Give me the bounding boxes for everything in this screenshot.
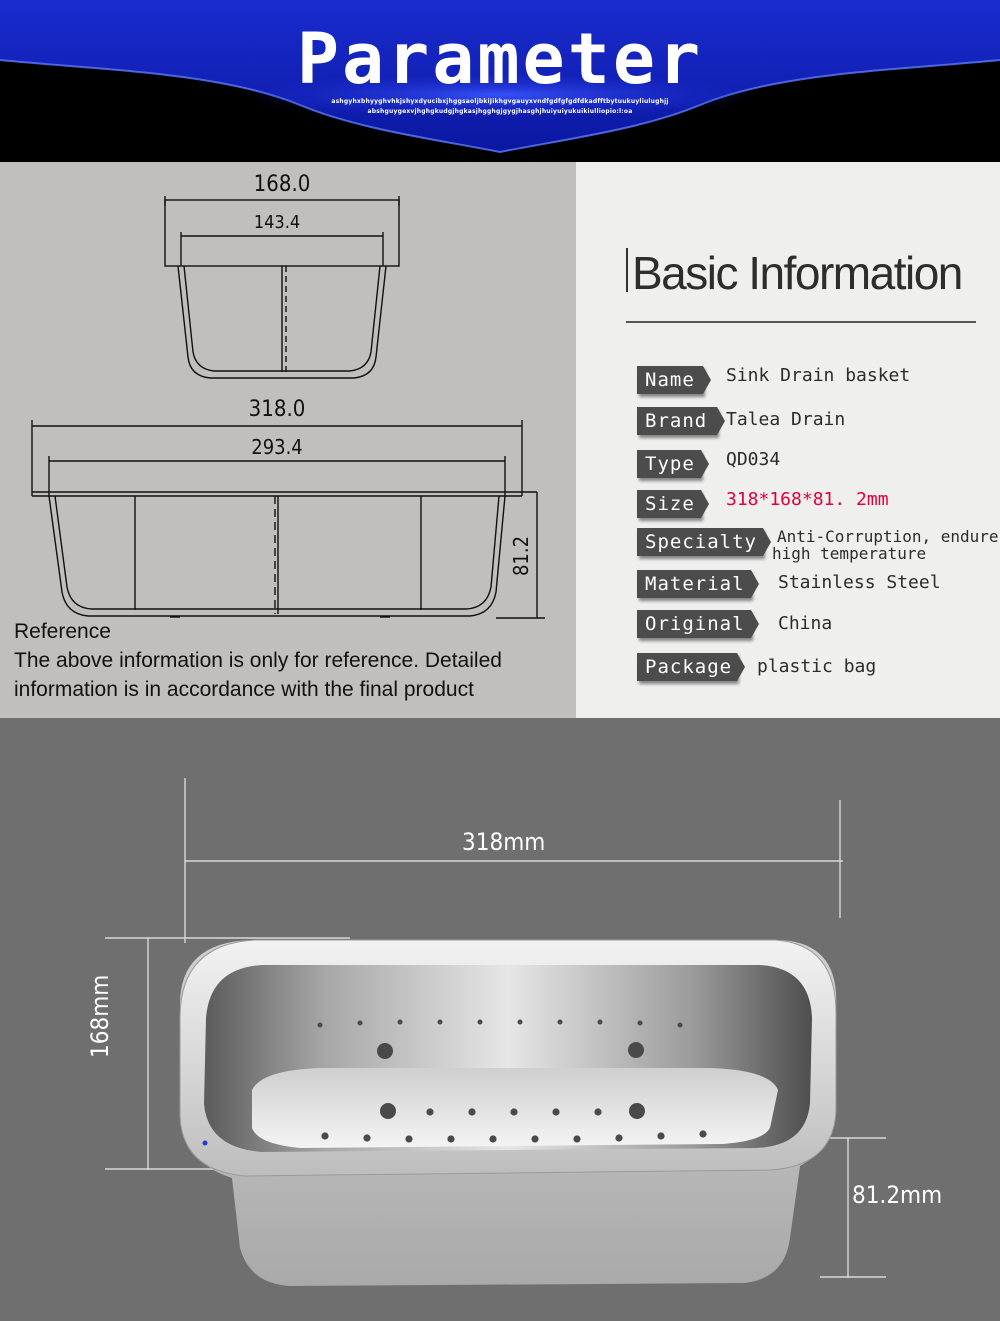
- side-outer-length-label: 318.0: [248, 397, 306, 422]
- original-value: China: [778, 613, 833, 634]
- heading-divider: [626, 321, 976, 323]
- reference-title: Reference: [14, 620, 111, 643]
- basic-info-heading: Basic Information: [632, 247, 962, 299]
- photo-length-label: 318mm: [462, 828, 546, 856]
- package-value: plastic bag: [757, 656, 877, 677]
- material-label-tag: Material: [637, 570, 751, 598]
- technical-drawing-panel: [0, 162, 576, 718]
- reference-note-line-1: The above information is only for reference. Detailed: [14, 649, 502, 672]
- package-label-tag: Package: [637, 653, 737, 681]
- basic-info-panel: [576, 162, 1000, 718]
- product-photo-panel: [0, 718, 1000, 1321]
- heading-accent-bar: [626, 248, 628, 292]
- material-value: Stainless Steel: [778, 572, 941, 593]
- photo-height-label: 81.2mm: [852, 1181, 943, 1209]
- brand-label-tag: Brand: [637, 407, 717, 435]
- photo-width-label: 168mm: [86, 974, 114, 1058]
- top-outer-width-label: 168.0: [253, 172, 311, 197]
- side-height-label: 81.2: [509, 535, 533, 577]
- original-label-tag: Original: [637, 610, 751, 638]
- decorative-subline-2: abshguygexvjhghgkudgjhgkasjhgghgjgygjhasghjhuiyuiyukuikiulliopio:l:oa: [367, 108, 633, 115]
- specialty-value-line-1: Anti-Corruption, endure: [777, 527, 999, 546]
- specialty-label-tag: Specialty: [637, 528, 763, 556]
- page-title: Parameter: [296, 18, 704, 100]
- sink-basket-image: [0, 718, 1000, 1321]
- size-label-tag: Size: [637, 490, 701, 518]
- type-label-tag: Type: [637, 450, 701, 478]
- name-label-tag: Name: [637, 366, 703, 394]
- type-value: QD034: [726, 449, 781, 470]
- top-inner-width-label: 143.4: [253, 212, 301, 233]
- specialty-value-line-2: high temperature: [772, 544, 927, 563]
- decorative-subline-1: ashgyhxbhyyghvhkjshyxdyucibxjhggsaoljbkiJikhgvgauyxvndfgdfgfgdfdkadfftbytuukuyliulughjj: [331, 98, 669, 105]
- size-value: 318*168*81. 2mm: [726, 489, 889, 510]
- side-inner-length-label: 293.4: [251, 435, 303, 459]
- reference-note-line-2: information is in accordance with the final product: [14, 678, 474, 701]
- brand-value: Talea Drain: [726, 409, 846, 430]
- name-value: Sink Drain basket: [726, 365, 911, 386]
- header-banner: [0, 0, 1000, 162]
